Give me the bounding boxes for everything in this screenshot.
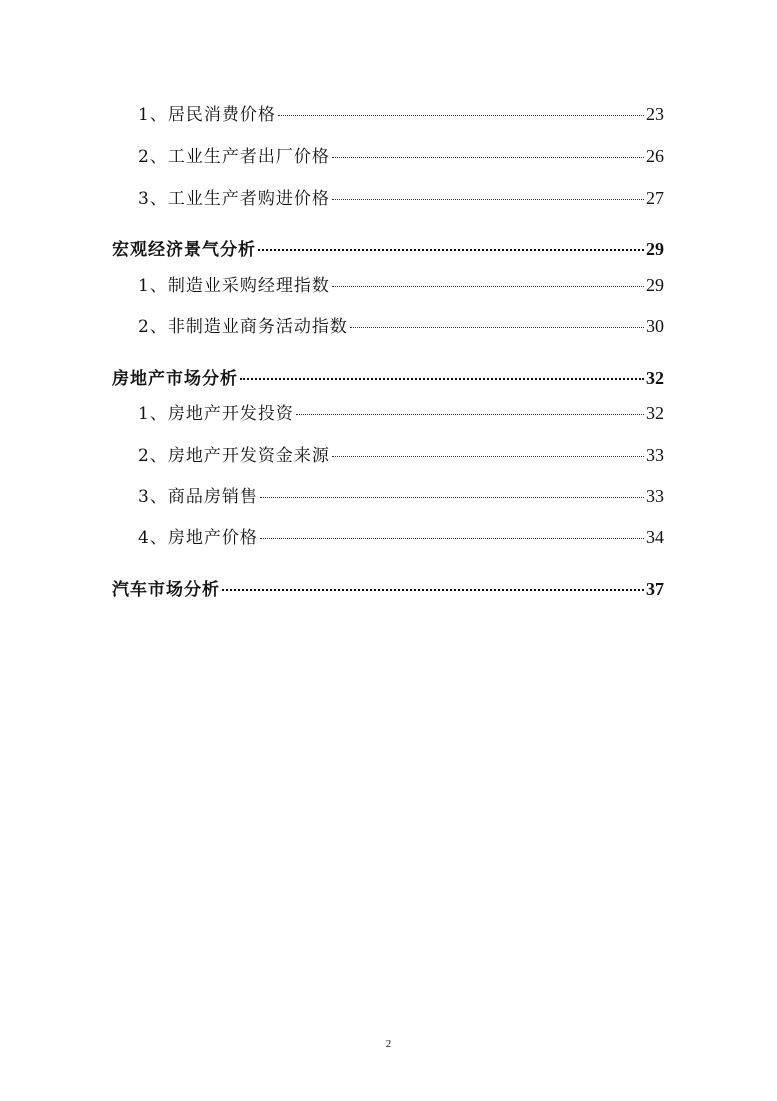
- toc-entry-cpi[interactable]: [138, 100, 664, 125]
- toc-entry-re-investment[interactable]: [138, 399, 664, 424]
- toc-entry-page: 27: [646, 188, 664, 208]
- toc-dot-leader: [260, 497, 644, 498]
- toc-entry-housing-sales[interactable]: [138, 482, 664, 507]
- toc-entry-title: 1、房地产开发投资: [138, 404, 294, 424]
- toc-entry-manufacturing-pmi[interactable]: [138, 271, 664, 296]
- toc-dot-leader: [222, 589, 644, 591]
- toc-entry-page: 23: [646, 104, 664, 124]
- toc-entry-title: 3、商品房销售: [138, 487, 258, 507]
- toc-entry-title: 1、制造业采购经理指数: [138, 276, 330, 296]
- toc-dot-leader: [296, 414, 644, 415]
- toc-entry-title: 2、房地产开发资金来源: [138, 446, 330, 466]
- toc-entry-title: 1、居民消费价格: [138, 105, 276, 125]
- toc-section-page: 32: [646, 368, 664, 388]
- toc-entry-non-manufacturing[interactable]: [138, 312, 664, 337]
- toc-entry-ppi-input[interactable]: [138, 184, 664, 209]
- toc-dot-leader: [278, 115, 644, 116]
- toc-dot-leader: [332, 157, 644, 158]
- toc-dot-leader: [258, 249, 644, 251]
- toc-dot-leader: [332, 199, 644, 200]
- toc-dot-leader: [350, 327, 644, 328]
- toc-dot-leader: [240, 378, 644, 380]
- toc-entry-re-funding[interactable]: [138, 441, 664, 466]
- toc-entry-page: 34: [646, 527, 664, 547]
- toc-entry-title: 2、非制造业商务活动指数: [138, 317, 348, 337]
- toc-section-page: 29: [646, 239, 664, 259]
- toc-section-title: 房地产市场分析: [112, 369, 238, 389]
- toc-section-title: 宏观经济景气分析: [112, 240, 256, 260]
- toc-entry-page: 32: [646, 403, 664, 423]
- toc-dot-leader: [332, 286, 644, 287]
- toc-entry-title: 3、工业生产者购进价格: [138, 189, 330, 209]
- toc-entry-page: 30: [646, 316, 664, 336]
- toc-entry-page: 33: [646, 486, 664, 506]
- page-number: 2: [385, 1038, 392, 1050]
- toc-section-page: 37: [646, 579, 664, 599]
- toc-section-title: 汽车市场分析: [112, 580, 220, 600]
- toc-entry-page: 29: [646, 275, 664, 295]
- toc-entry-re-prices[interactable]: [138, 523, 664, 548]
- toc-section-auto-market[interactable]: [112, 575, 664, 600]
- toc-entry-page: 33: [646, 445, 664, 465]
- toc-section-macro-economy[interactable]: [112, 235, 664, 260]
- toc-dot-leader: [260, 538, 644, 539]
- toc-entry-title: 2、工业生产者出厂价格: [138, 147, 330, 167]
- toc-dot-leader: [332, 456, 644, 457]
- toc-entry-page: 26: [646, 146, 664, 166]
- toc-entry-ppi-output[interactable]: [138, 142, 664, 167]
- toc-section-real-estate[interactable]: [112, 364, 664, 389]
- toc-entry-title: 4、房地产价格: [138, 528, 258, 548]
